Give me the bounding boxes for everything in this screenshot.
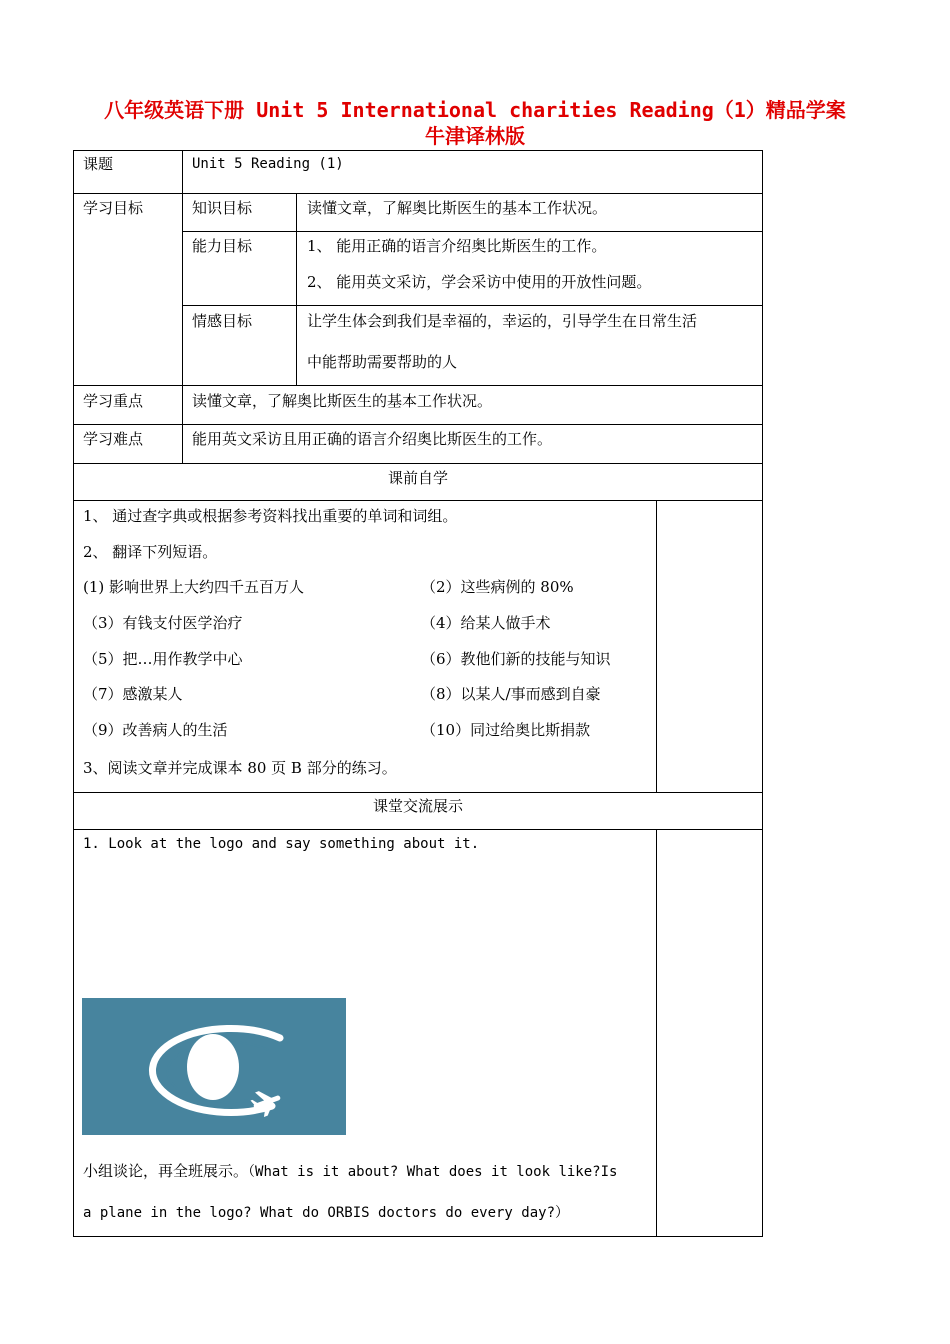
topic-label: 课题 <box>83 155 114 173</box>
phrase-item: （4）给某人做手术 <box>421 614 551 632</box>
phrase-item: （2）这些病例的 80% <box>421 578 574 596</box>
eye-airplane-icon <box>82 998 346 1135</box>
key-label: 学习重点 <box>83 392 144 410</box>
discussion-en-2: a plane in the logo? What do ORBIS doctors do every day?） <box>83 1205 570 1221</box>
goals-label: 学习目标 <box>83 199 144 217</box>
title-line-2: 牛津译林版 <box>425 124 525 148</box>
emotion-line-2: 中能帮助需要帮助的人 <box>307 353 458 371</box>
preclass-item-1: 1、 通过查字典或根据参考资料找出重要的单词和词组。 <box>83 507 458 525</box>
ability-item-2: 2、 能用英文采访，学会采访中使用的开放性问题。 <box>307 273 652 291</box>
discussion-cn: 小组谈论，再全班展示。 <box>83 1162 249 1180</box>
phrase-item: (1) 影响世界上大约四千五百万人 <box>83 578 305 596</box>
title-line-1: 八年级英语下册 Unit 5 International charities Reading（1）精品学案 <box>104 98 846 122</box>
phrase-item: （5）把…用作教学中心 <box>83 650 243 668</box>
phrase-item: （9）改善病人的生活 <box>83 721 228 739</box>
discussion-en-1: （What is it about? What does it look like?Is <box>248 1164 618 1180</box>
ability-label: 能力目标 <box>192 237 253 255</box>
preclass-item-2: 2、 翻译下列短语。 <box>83 543 218 561</box>
phrase-item: （7）感激某人 <box>83 685 183 703</box>
class-header: 课堂交流展示 <box>372 797 463 815</box>
phrase-item: （3）有钱支付医学治疗 <box>83 614 243 632</box>
phrase-item: （10）同过给奥比斯捐款 <box>421 721 591 739</box>
discussion-line-1 <box>83 1160 617 1183</box>
phrase-item: （8）以某人/事而感到自豪 <box>421 685 601 703</box>
difficulty-value: 能用英文采访且用正确的语言介绍奥比斯医生的工作。 <box>192 430 553 448</box>
knowledge-value: 读懂文章，了解奥比斯医生的基本工作状况。 <box>307 199 608 217</box>
phrase-item: （6）教他们新的技能与知识 <box>421 650 611 668</box>
emotion-line-1: 让学生体会到我们是幸福的，幸运的，引导学生在日常生活 <box>307 312 698 330</box>
topic-value: Unit 5 Reading (1) <box>192 156 344 172</box>
class-item-1: 1. Look at the logo and say something about it. <box>83 836 480 852</box>
preclass-item-3: 3、阅读文章并完成课本 80 页 B 部分的练习。 <box>83 759 397 777</box>
key-value: 读懂文章，了解奥比斯医生的基本工作状况。 <box>192 392 493 410</box>
document-title <box>0 97 950 149</box>
difficulty-label: 学习难点 <box>83 430 144 448</box>
emotion-label: 情感目标 <box>192 312 253 330</box>
knowledge-label: 知识目标 <box>192 199 253 217</box>
orbis-logo <box>82 998 346 1135</box>
preclass-header: 课前自学 <box>387 469 448 487</box>
ability-item-1: 1、 能用正确的语言介绍奥比斯医生的工作。 <box>307 237 607 255</box>
